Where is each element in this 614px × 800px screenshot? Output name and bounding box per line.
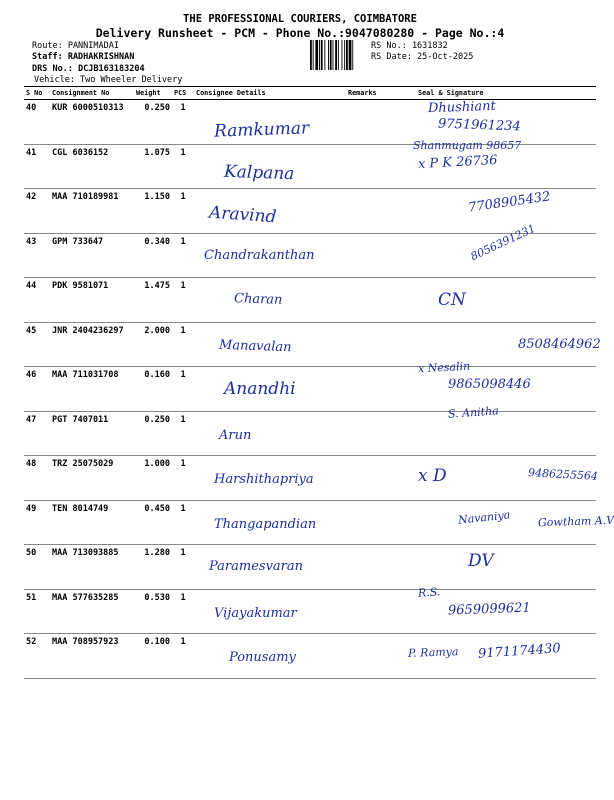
cell-sno: 42: [24, 189, 50, 234]
cell-consignee: [194, 233, 346, 278]
cell-signature: [398, 456, 599, 501]
table-row: [24, 144, 596, 189]
cell-consignment-no: TRZ 25075029: [50, 456, 134, 501]
drs-number: DRS No.: DCJB163183204: [32, 64, 145, 74]
cell-remarks: [346, 278, 398, 323]
table-row: [24, 589, 596, 634]
cell-consignment-no: GPM 733647: [50, 233, 134, 278]
cell-consignment-no: MAA 711031708: [50, 367, 134, 412]
cell-signature: [398, 322, 601, 367]
cell-remarks: [346, 322, 398, 367]
consignee-handwritten-name: Chandrakanthan: [204, 247, 315, 263]
signature-handwriting: 9659099621: [447, 600, 531, 618]
cell-remarks: [346, 367, 398, 412]
consignee-handwritten-name: Manavalan: [218, 337, 292, 355]
company-title: THE PROFESSIONAL COURIERS, COIMBATORE: [183, 13, 417, 25]
cell-pcs: 1: [172, 634, 194, 679]
consignee-handwritten-name: Harshithapriya: [214, 472, 314, 487]
table-row: [24, 233, 596, 278]
cell-weight: 2.000: [134, 322, 172, 367]
cell-consignee: [194, 144, 346, 189]
table-row: [24, 367, 596, 412]
table-header-row: [24, 87, 596, 100]
signature-handwriting: S. Anitha: [447, 403, 500, 421]
cell-consignee: [194, 100, 346, 145]
cell-signature: [398, 545, 596, 590]
signature-handwriting: 9171174430: [477, 641, 562, 662]
cell-sno: 49: [24, 500, 50, 545]
signature-handwriting: CN: [438, 290, 466, 310]
cell-remarks: [346, 233, 398, 278]
cell-pcs: 1: [172, 456, 194, 501]
barcode-icon: [310, 40, 366, 70]
cell-remarks: [346, 500, 398, 545]
runsheet-subtitle: Delivery Runsheet - PCM - Phone No.:9047080280 - Page No.:4: [95, 26, 505, 40]
cell-consignment-no: MAA 713093885: [50, 545, 134, 590]
cell-weight: 1.475: [134, 278, 172, 323]
table-row: [24, 411, 596, 456]
cell-signature: [398, 634, 596, 679]
cell-consignee: [194, 545, 346, 590]
cell-consignee: [194, 411, 346, 456]
signature-handwriting: x Nesalin: [417, 359, 471, 376]
cell-consignee: [194, 500, 346, 545]
cell-weight: 0.100: [134, 634, 172, 679]
cell-weight: 0.450: [134, 500, 172, 545]
cell-sno: 51: [24, 589, 50, 634]
cell-sno: 48: [24, 456, 50, 501]
cell-pcs: 1: [172, 500, 194, 545]
consignee-handwritten-name: Ponusamy: [229, 650, 296, 665]
cell-consignee: [194, 589, 346, 634]
signature-handwriting: 7708905432: [467, 189, 552, 216]
cell-sno: 40: [24, 100, 50, 145]
consignee-handwritten-name: Ramkumar: [213, 118, 310, 142]
col-header-weight: Weight: [134, 87, 172, 100]
signature-handwriting: x P K 26736: [417, 152, 498, 172]
route-info: Route: PANNIMADAI: [32, 41, 119, 51]
cell-signature: [398, 403, 596, 456]
cell-sno: 50: [24, 545, 50, 590]
col-header-pcs: PCS: [172, 87, 194, 100]
table-row: [24, 100, 596, 145]
cell-consignee: [194, 189, 346, 234]
cell-weight: 0.340: [134, 233, 172, 278]
cell-sno: 43: [24, 233, 50, 278]
cell-consignee: [194, 278, 346, 323]
table-row: [24, 322, 596, 367]
cell-pcs: 1: [172, 411, 194, 456]
cell-pcs: 1: [172, 589, 194, 634]
cell-remarks: [346, 545, 398, 590]
cell-signature: [398, 584, 596, 634]
cell-pcs: 1: [172, 233, 194, 278]
consignee-handwritten-name: Aravind: [208, 202, 278, 228]
cell-sno: 41: [24, 144, 50, 189]
signature-handwriting: Dhushiant: [427, 98, 496, 117]
cell-consignment-no: CGL 6036152: [50, 144, 134, 189]
cell-weight: 1.280: [134, 545, 172, 590]
cell-remarks: [346, 189, 398, 234]
cell-weight: 0.250: [134, 411, 172, 456]
cell-consignee: [194, 367, 346, 412]
cell-sno: 44: [24, 278, 50, 323]
cell-consignment-no: PDK 9581071: [50, 278, 134, 323]
cell-pcs: 1: [172, 322, 194, 367]
vehicle-info: Vehicle: Two Wheeler Delivery: [34, 75, 183, 85]
consignee-handwritten-name: Anandhi: [224, 379, 296, 399]
signature-handwriting: 9865098446: [448, 377, 531, 392]
cell-signature: [398, 138, 596, 189]
cell-sno: 45: [24, 322, 50, 367]
cell-consignee: [194, 322, 346, 367]
cell-remarks: [346, 634, 398, 679]
cell-sno: 52: [24, 634, 50, 679]
cell-remarks: [346, 589, 398, 634]
consignee-handwritten-name: Kalpana: [223, 161, 295, 184]
cell-signature: [398, 100, 596, 145]
signature-handwriting: 9486255564: [527, 466, 599, 483]
cell-sno: 47: [24, 411, 50, 456]
cell-consignment-no: MAA 577635285: [50, 589, 134, 634]
cell-consignment-no: KUR 6000510313: [50, 100, 134, 145]
cell-remarks: [346, 456, 398, 501]
signature-handwriting: x D: [418, 466, 447, 486]
signature-handwriting: R.S.: [417, 584, 441, 600]
staff-info: Staff: RADHAKRISHNAN: [32, 52, 135, 62]
col-header-remarks: Remarks: [346, 87, 398, 100]
col-header-sno: S No: [24, 87, 50, 100]
cell-pcs: 1: [172, 189, 194, 234]
signature-handwriting: Shanmugam 98657: [413, 138, 522, 152]
col-header-signature: Seal & Signature: [398, 87, 596, 100]
cell-consignee: [194, 634, 346, 679]
cell-pcs: 1: [172, 144, 194, 189]
cell-weight: 1.000: [134, 456, 172, 501]
cell-signature: [398, 189, 596, 234]
cell-signature: [398, 278, 596, 323]
signature-handwriting: 8056391231: [468, 221, 538, 263]
signature-handwriting: 9751961234: [437, 116, 521, 135]
consignee-handwritten-name: Paramesvaran: [209, 559, 304, 574]
rs-date: RS Date: 25-Oct-2025: [371, 52, 474, 62]
cell-consignment-no: JNR 2404236297: [50, 322, 134, 367]
runsheet-table: [24, 86, 614, 679]
col-header-consignee: Consignee Details: [194, 87, 346, 100]
consignee-handwritten-name: Vijayakumar: [214, 605, 297, 621]
cell-signature: [398, 221, 596, 278]
cell-weight: 0.250: [134, 100, 172, 145]
cell-pcs: 1: [172, 100, 194, 145]
cell-consignment-no: PGT 7407011: [50, 411, 134, 456]
cell-weight: 0.160: [134, 367, 172, 412]
cell-pcs: 1: [172, 545, 194, 590]
signature-handwriting: 8508464962: [518, 336, 601, 352]
consignee-handwritten-name: Arun: [219, 427, 252, 443]
table-row: [24, 634, 596, 679]
signature-handwriting: Navaniya: [457, 507, 511, 527]
signature-handwriting: Gowtham A.V: [537, 513, 614, 529]
table-row: [24, 545, 596, 590]
cell-weight: 0.530: [134, 589, 172, 634]
cell-consignment-no: TEN 8014749: [50, 500, 134, 545]
table-row: [24, 500, 596, 545]
table-row: [24, 278, 596, 323]
signature-handwriting: P. Ramya: [407, 645, 459, 660]
cell-weight: 1.150: [134, 189, 172, 234]
cell-remarks: [346, 411, 398, 456]
col-header-consignment: Consignment No: [50, 87, 134, 100]
cell-pcs: 1: [172, 278, 194, 323]
cell-consignment-no: MAA 708957923: [50, 634, 134, 679]
cell-weight: 1.075: [134, 144, 172, 189]
cell-remarks: [346, 100, 398, 145]
consignee-handwritten-name: Thangapandian: [214, 516, 317, 532]
rs-number: RS No.: 1631832: [371, 41, 448, 51]
cell-remarks: [346, 144, 398, 189]
cell-sno: 46: [24, 367, 50, 412]
signature-handwriting: DV: [468, 551, 494, 571]
cell-consignment-no: MAA 710189981: [50, 189, 134, 234]
consignee-handwritten-name: Charan: [233, 291, 283, 308]
cell-signature: [398, 500, 614, 545]
table-row: [24, 189, 596, 234]
table-row: [24, 456, 596, 501]
cell-consignee: [194, 456, 346, 501]
cell-pcs: 1: [172, 367, 194, 412]
